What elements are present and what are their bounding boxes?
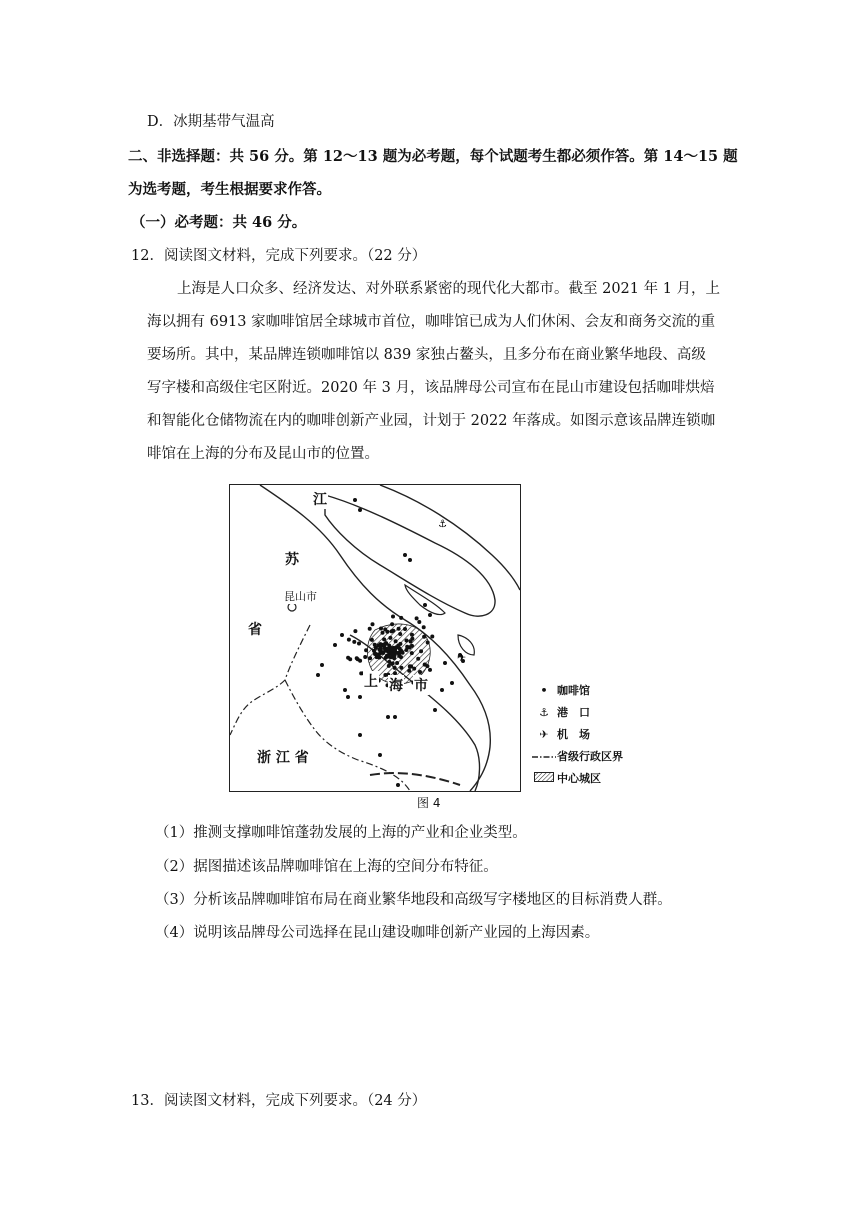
cafe-dot bbox=[405, 639, 409, 643]
map-label-sheng: 省 bbox=[247, 619, 263, 639]
cafe-dot bbox=[358, 508, 362, 512]
legend-port bbox=[531, 703, 590, 721]
cafe-dot bbox=[403, 627, 407, 631]
cafe-dot bbox=[379, 627, 383, 631]
cafe-dot bbox=[422, 635, 426, 639]
cafe-dot bbox=[396, 651, 400, 655]
cafe-dot bbox=[390, 648, 394, 652]
cafe-dot bbox=[382, 637, 386, 641]
cafe-dot bbox=[343, 688, 347, 692]
cafe-dot bbox=[426, 641, 430, 645]
cafe-dot bbox=[398, 632, 402, 636]
cafe-dot bbox=[419, 649, 423, 653]
cafe-dot bbox=[320, 663, 324, 667]
cafe-dot bbox=[418, 670, 422, 674]
legend-airport bbox=[531, 725, 590, 743]
material-line: 海以拥有 6913 家咖啡馆居全球城市首位，咖啡馆已成为人们休闲、会友和商务交流的重 bbox=[147, 314, 716, 330]
cafe-dot bbox=[347, 638, 351, 642]
cafe-dot bbox=[450, 681, 454, 685]
dash-dot-line-icon bbox=[531, 750, 557, 763]
cafe-dot bbox=[371, 622, 375, 626]
cafe-dot bbox=[340, 633, 344, 637]
q12-stem: 12．阅读图文材料，完成下列要求。（22 分） bbox=[131, 248, 427, 264]
cafe-dot bbox=[391, 615, 395, 619]
cafe-dot bbox=[385, 630, 389, 634]
cafe-dot bbox=[382, 643, 386, 647]
cafe-dot bbox=[410, 633, 414, 637]
cafe-dot bbox=[358, 733, 362, 737]
cafe-dot bbox=[404, 648, 408, 652]
legend-label: 机 场 bbox=[557, 728, 590, 741]
cafe-dot bbox=[410, 651, 414, 655]
anchor-icon: ⚓ bbox=[539, 705, 549, 719]
cafe-dot bbox=[363, 655, 367, 659]
map-drawing bbox=[230, 485, 520, 791]
q12-question-4: （4）说明该品牌母公司选择在昆山建设咖啡创新产业园的上海因素。 bbox=[155, 925, 600, 941]
cafe-dot bbox=[409, 640, 413, 644]
cafe-dot bbox=[378, 648, 382, 652]
shanghai-cafe-map-figure bbox=[229, 484, 649, 814]
map-label-su: 苏 bbox=[284, 549, 300, 569]
cafe-dot bbox=[364, 648, 368, 652]
material-line: 上海是人口众多、经济发达、对外联系紧密的现代化大都市。截至 2021 年 1 月，上 bbox=[177, 281, 721, 297]
cafe-dot bbox=[415, 616, 419, 620]
cafe-dot bbox=[399, 616, 403, 620]
map-frame bbox=[229, 484, 521, 792]
cafe-dot bbox=[386, 715, 390, 719]
cafe-dot bbox=[390, 629, 394, 633]
cafe-dot bbox=[394, 639, 398, 643]
map-label-kunshan: 昆山市 bbox=[284, 590, 317, 603]
cafe-dot bbox=[383, 649, 387, 653]
airplane-icon: ✈ bbox=[539, 727, 549, 741]
map-label-shang: 上 bbox=[363, 671, 379, 691]
chongming-island bbox=[325, 495, 495, 616]
map-label-shi: 市 bbox=[413, 675, 429, 695]
cafe-dot bbox=[368, 627, 372, 631]
cafe-dot bbox=[396, 644, 400, 648]
cafe-dot bbox=[440, 688, 444, 692]
cafe-dot bbox=[393, 666, 397, 670]
cafe-dot bbox=[443, 661, 447, 665]
material-line: 写字楼和高级住宅区附近。2020 年 3 月，该品牌母公司宣布在昆山市建设包括咖啡烘焙 bbox=[147, 380, 715, 396]
cafe-dot bbox=[346, 656, 350, 660]
legend-label: 咖啡馆 bbox=[557, 684, 590, 697]
cafe-dot bbox=[333, 643, 337, 647]
map-label-hai: 海 bbox=[388, 675, 404, 695]
cafe-dot bbox=[368, 656, 372, 660]
port-anchor-icon: ⚓ bbox=[438, 519, 447, 530]
cafe-dot bbox=[403, 553, 407, 557]
option-d: D．冰期基带气温高 bbox=[147, 114, 275, 130]
cafe-dot bbox=[428, 613, 432, 617]
airport-icon: ✈ bbox=[457, 651, 467, 664]
cafe-dot bbox=[395, 661, 399, 665]
cafe-dot bbox=[388, 636, 392, 640]
section-required-heading: （一）必考题：共 46 分。 bbox=[131, 214, 307, 231]
cafe-dot bbox=[423, 663, 427, 667]
cafe-dot bbox=[408, 664, 412, 668]
cafe-dot bbox=[417, 620, 421, 624]
cafe-dot bbox=[374, 646, 378, 650]
hangzhou-bay-coast bbox=[370, 773, 460, 785]
cafe-dot bbox=[381, 631, 385, 635]
cafe-dot bbox=[399, 666, 403, 670]
legend-label: 港 口 bbox=[557, 706, 590, 719]
cafe-dot bbox=[422, 625, 426, 629]
map-label-jiang: 江 bbox=[312, 489, 328, 509]
q12-question-2: （2）据图描述该品牌咖啡馆在上海的空间分布特征。 bbox=[155, 859, 498, 875]
cafe-dot bbox=[377, 656, 381, 660]
cafe-dot bbox=[387, 664, 391, 668]
cafe-dot bbox=[353, 629, 357, 633]
cafe-dot bbox=[430, 635, 434, 639]
cafe-dot bbox=[410, 644, 414, 648]
cafe-dot bbox=[346, 695, 350, 699]
cafe-dot bbox=[358, 695, 362, 699]
legend-cafe bbox=[531, 681, 590, 699]
cafe-dot bbox=[316, 673, 320, 677]
cafe-dot bbox=[353, 498, 357, 502]
figure-caption: 图 4 bbox=[417, 796, 441, 810]
cafe-dot bbox=[390, 622, 394, 626]
hatched-box-icon bbox=[531, 772, 557, 785]
material-line: 啡馆在上海的分布及昆山市的位置。 bbox=[147, 446, 379, 462]
cafe-dot bbox=[352, 640, 356, 644]
material-line: 要场所。其中，某品牌连锁咖啡馆以 839 家独占鳌头，且多分布在商业繁华地段、高级 bbox=[147, 347, 706, 363]
cafe-dot bbox=[433, 708, 437, 712]
legend-label: 省级行政区界 bbox=[557, 750, 623, 763]
legend-central-city bbox=[531, 769, 601, 787]
cafe-dot bbox=[390, 652, 394, 656]
q12-question-3: （3）分析该品牌咖啡馆布局在商业繁华地段和高级写字楼地区的目标消费人群。 bbox=[155, 892, 672, 908]
cafe-dot bbox=[387, 660, 391, 664]
dot-icon: • bbox=[540, 683, 548, 697]
cafe-dot bbox=[428, 668, 432, 672]
cafe-dot bbox=[408, 558, 412, 562]
q13-stem: 13．阅读图文材料，完成下列要求。（24 分） bbox=[131, 1093, 427, 1109]
section2-heading-line2: 为选考题，考生根据要求作答。 bbox=[128, 181, 331, 198]
legend-boundary bbox=[531, 747, 623, 765]
cafe-dot bbox=[416, 657, 420, 661]
cafe-dot bbox=[407, 669, 411, 673]
cafe-dot bbox=[378, 753, 382, 757]
q12-question-1: （1）推测支撑咖啡馆蓬勃发展的上海的产业和企业类型。 bbox=[155, 825, 527, 841]
provincial-boundary bbox=[230, 625, 310, 735]
cafe-dot bbox=[357, 642, 361, 646]
legend-label: 中心城区 bbox=[557, 772, 601, 785]
cafe-dot bbox=[386, 654, 390, 658]
kunshan-point bbox=[288, 603, 296, 611]
material-line: 和智能化仓储物流在内的咖啡创新产业园，计划于 2022 年落成。如图示意该品牌连锁咖 bbox=[147, 413, 716, 429]
cafe-dot bbox=[373, 652, 377, 656]
cafe-dot bbox=[396, 783, 400, 787]
cafe-dot bbox=[356, 657, 360, 661]
cafe-dot bbox=[391, 661, 395, 665]
section2-heading-line1: 二、非选择题：共 56 分。第 12～13 题为必考题，每个试题考生都必须作答。第 14～15 题 bbox=[128, 148, 738, 165]
cafe-dot bbox=[393, 715, 397, 719]
cafe-dot bbox=[423, 603, 427, 607]
cafe-dot bbox=[370, 638, 374, 642]
cafe-dot bbox=[397, 627, 401, 631]
map-label-zhejiang: 浙 江 省 bbox=[256, 747, 310, 767]
